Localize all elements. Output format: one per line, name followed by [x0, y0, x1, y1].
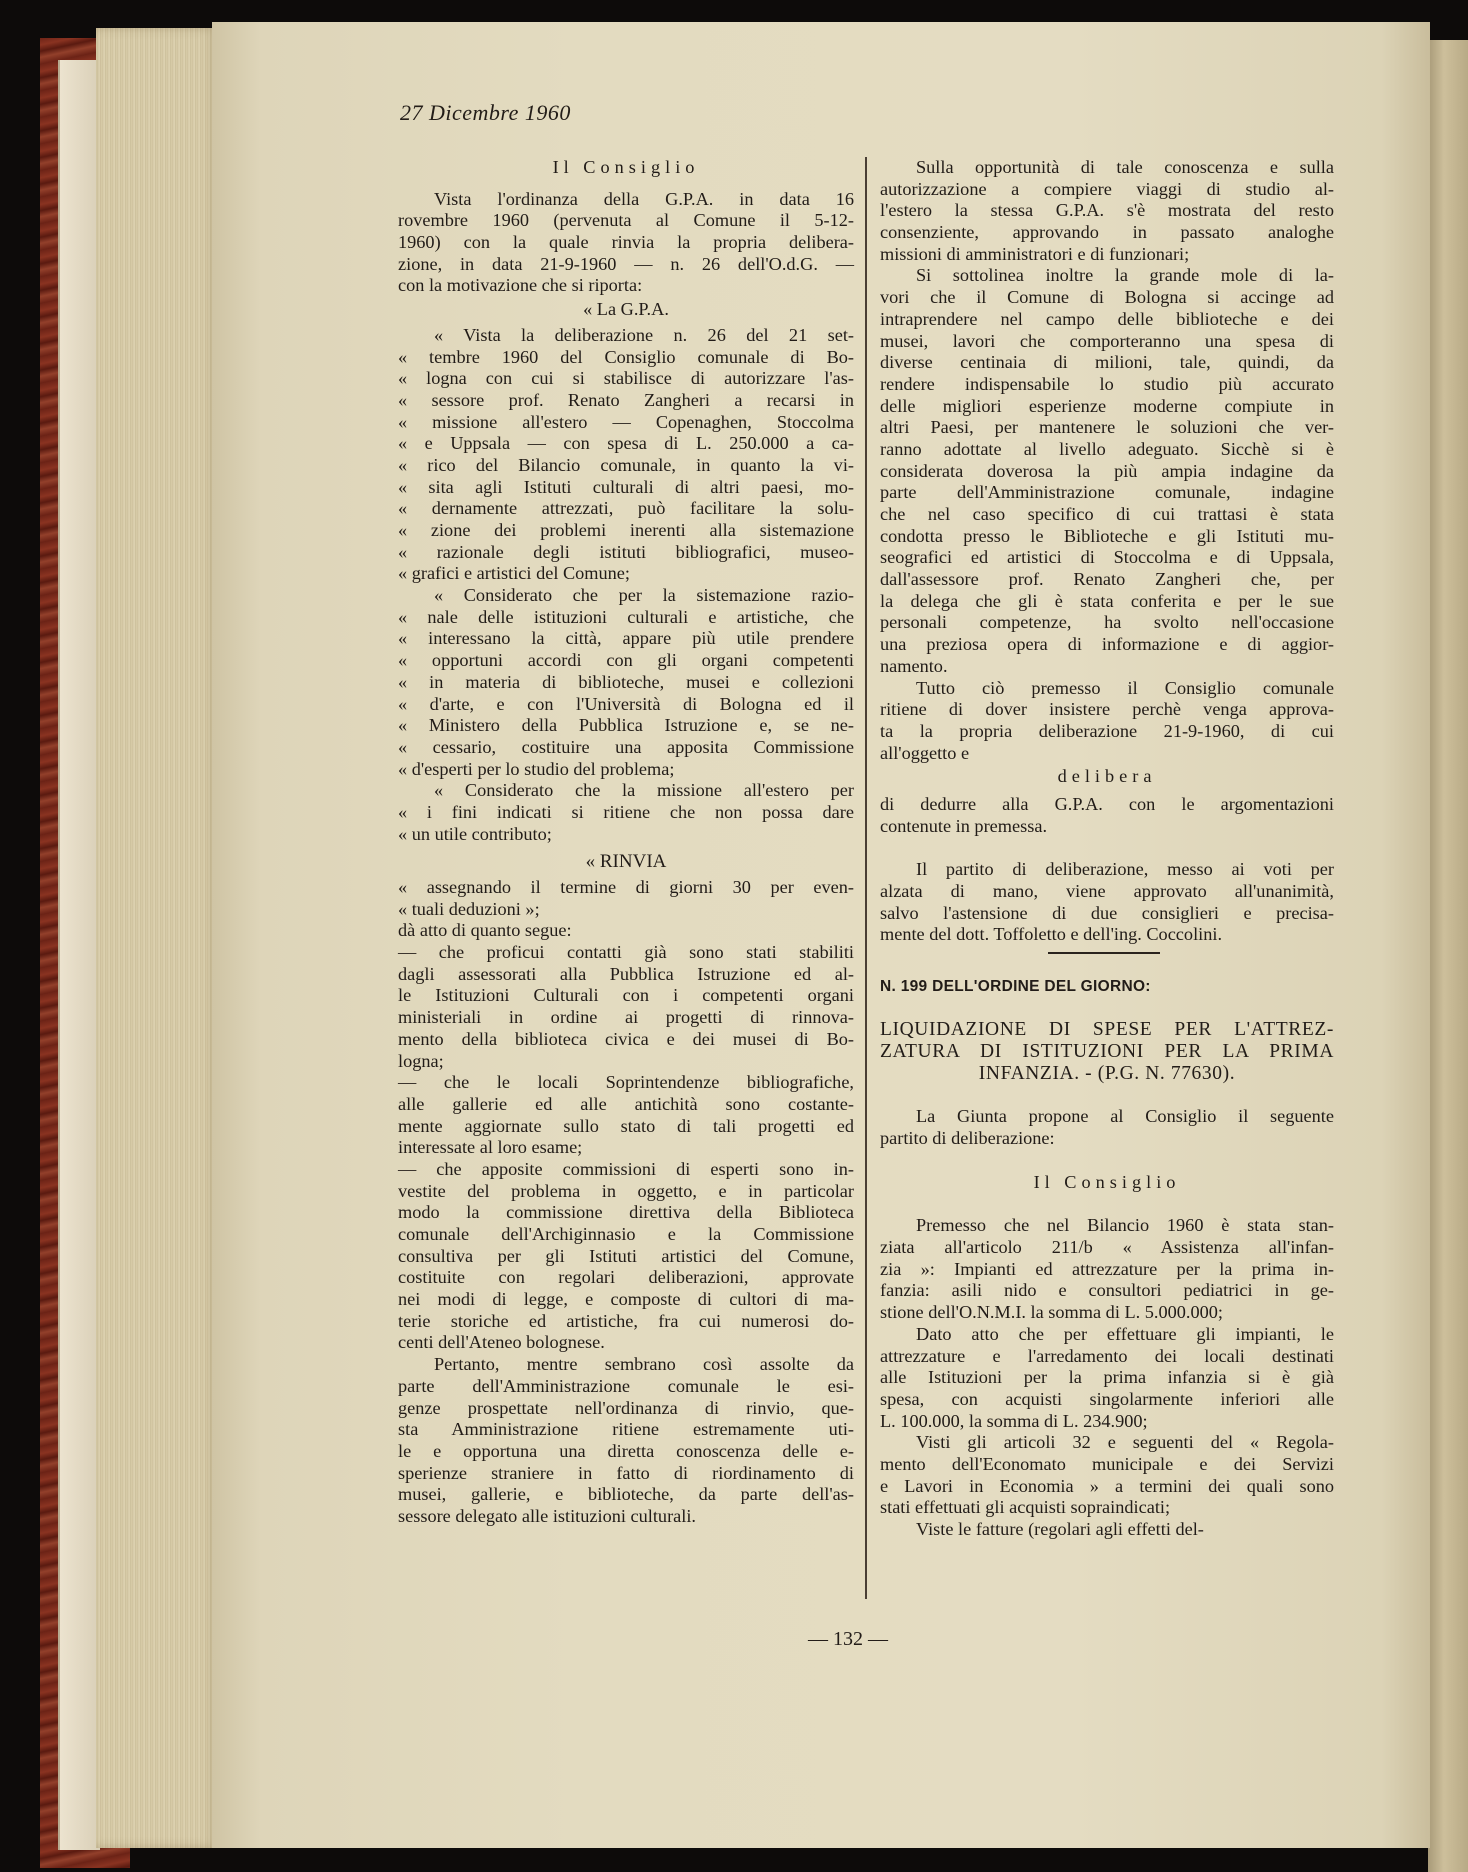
item-commissioni: [398, 1159, 854, 1354]
text-line: Tutto ciò premesso il Consiglio comunale: [916, 677, 1334, 698]
text-line: centi dell'Ateneo bolognese.: [398, 1332, 605, 1353]
text-line: terie storiche ed artistiche, fra cui numerosi do-: [398, 1310, 854, 1331]
text-line: contenute in premessa.: [880, 815, 1048, 836]
text-line: 1960) con la quale rinvia la propria delibera-: [398, 232, 854, 253]
paragraph-dato-atto: [880, 1324, 1334, 1432]
text-line: « in materia di biblioteche, musei e collezioni: [398, 671, 854, 692]
section-title: [880, 1019, 1334, 1084]
left-column: [398, 157, 854, 1528]
text-line: « tembre 1960 del Consiglio comunale di Bo-: [398, 346, 854, 367]
paragraph-tutto-cio: [880, 678, 1334, 765]
text-line: seografici ed artistici di Stoccolma e di Uppsala,: [880, 547, 1334, 568]
right-column: [880, 157, 1334, 1541]
text-line: interessate al loro esame;: [398, 1137, 583, 1158]
text-line: « opportuni accordi con gli organi competenti: [398, 650, 854, 671]
text-line: L. 100.000, la somma di L. 234.900;: [880, 1410, 1148, 1431]
text-line: parte dell'Amministrazione comunale le esi-: [398, 1375, 854, 1396]
text-line: ZATURA DI ISTITUZIONI PER LA PRIMA: [880, 1040, 1334, 1062]
text-line: parte dell'Amministrazione comunale, indagine: [880, 482, 1334, 503]
text-line: mento dell'Economato municipale e dei Servizi: [880, 1453, 1334, 1474]
text-line: Dato atto che per effettuare gli impianti, le: [916, 1323, 1334, 1344]
text-line: e Lavori in Economia » a termini dei quali sono: [880, 1475, 1334, 1496]
text-line: « rico del Bilancio comunale, in quanto la vi-: [398, 454, 854, 475]
text-line: condotta presso le Biblioteche e gli Istituti mu-: [880, 525, 1334, 546]
text-line: « Considerato che per la sistemazione razio-: [434, 585, 854, 606]
text-line: genze prospettate nell'ordinanza di rinvio, que-: [398, 1397, 854, 1418]
rinvia-heading: « RINVIA: [585, 851, 667, 873]
intro-paragraph: [398, 189, 854, 297]
text-line: missioni di amministratori e di funzionari;: [880, 243, 1190, 264]
text-line: Pertanto, mentre sembrano così assolte da: [434, 1354, 854, 1375]
text-line: dagli assessorati alla Pubblica Istruzione ed al-: [398, 963, 854, 984]
quote-considerato-2: [398, 780, 854, 845]
text-line: costituite con regolari deliberazioni, approvate: [398, 1267, 854, 1288]
rinvia-body: [398, 877, 854, 920]
text-line: INFANZIA. - (P.G. N. 77630).: [978, 1062, 1236, 1084]
text-line: mente del dott. Toffoletto e dell'ing. Coccolini.: [880, 924, 1223, 945]
text-line: La Giunta propone al Consiglio il seguente: [916, 1106, 1334, 1127]
text-line: salvo l'astensione di due consiglieri e precisa-: [880, 902, 1334, 923]
text-line: musei, gallerie, e biblioteche, da parte dell'as-: [398, 1484, 854, 1505]
text-line: zia »: Impianti ed attrezzature per la prima in-: [880, 1258, 1334, 1279]
section-number: N. 199 DELL'ORDINE DEL GIORNO:: [880, 977, 1151, 995]
paragraph-visti: [880, 1432, 1334, 1519]
paragraph-opportunita: [880, 157, 1334, 265]
text-line: « nale delle istituzioni culturali e artistiche, che: [398, 606, 854, 627]
paragraph-pertanto: [398, 1354, 854, 1528]
paragraph-sottolinea: [880, 265, 1334, 677]
text-line: stati effettuati gli acquisti sopraindicati;: [880, 1497, 1171, 1518]
text-line: « sita agli Istituti culturali di altri paesi, mo-: [398, 476, 854, 497]
text-line: le e opportuna una diretta conoscenza delle e-: [398, 1440, 854, 1461]
text-line: « cessario, costituire una apposita Commissione: [398, 736, 854, 757]
text-line: stione dell'O.N.M.I. la somma di L. 5.000.000;: [880, 1302, 1223, 1323]
text-line: ranno adottate al livello adeguato. Sicchè si è: [880, 438, 1334, 459]
text-line: mente aggiornate sullo stato di tali progetti ed: [398, 1115, 854, 1136]
text-line: musei, lavori che comporteranno una spesa di: [880, 330, 1334, 351]
text-line: « logna con cui si stabilisce di autorizzare l'as-: [398, 368, 854, 389]
paragraph-vote: [880, 859, 1334, 946]
text-line: le Istituzioni Culturali con i competenti organi: [398, 985, 854, 1006]
text-line: consenziente, approvando in passato analoghe: [880, 222, 1334, 243]
text-line: all'oggetto e: [880, 742, 970, 763]
text-line: vestite del problema in oggetto, e in particolar: [398, 1180, 854, 1201]
text-line: « interessano la città, appare più utile prendere: [398, 628, 854, 649]
text-line: sessore delegato alle istituzioni culturali.: [398, 1505, 696, 1526]
gpa-heading: « La G.P.A.: [583, 299, 669, 320]
text-line: Premesso che nel Bilancio 1960 è stata stan-: [916, 1215, 1334, 1236]
text-line: ziata all'articolo 211/b « Assistenza all'infan-: [880, 1237, 1334, 1258]
text-line: « tuali deduzioni »;: [398, 898, 540, 919]
text-line: « grafici e artistici del Comune;: [398, 563, 630, 584]
text-line: « assegnando il termine di giorni 30 per even-: [398, 877, 854, 897]
text-line: personali competenze, ha svolto nell'occasione: [880, 612, 1334, 633]
paragraph-giunta: [880, 1106, 1334, 1149]
text-line: mento della biblioteca civica e dei musei di Bo-: [398, 1028, 854, 1049]
item-soprintendenze: [398, 1072, 854, 1159]
text-line: comunale dell'Archiginnasio e la Commissione: [398, 1224, 854, 1244]
quote-considerato-1: [398, 585, 854, 780]
text-line: una preziosa opera di informazione e di aggior-: [880, 634, 1334, 655]
text-line: LIQUIDAZIONE DI SPESE PER L'ATTREZ-: [880, 1019, 1334, 1041]
text-line: Viste le fatture (regolari agli effetti del-: [916, 1519, 1204, 1539]
text-line: « e Uppsala — con spesa di L. 250.000 a ca-: [398, 433, 854, 454]
text-line: alle gallerie ed alle antichità sono costante-: [398, 1093, 854, 1114]
text-line: Il partito di deliberazione, messo ai voti per: [916, 859, 1334, 880]
text-line: Visti gli articoli 32 e seguenti del « Regola-: [916, 1432, 1334, 1453]
da-atto: dà atto di quanto segue:: [398, 920, 572, 941]
text-line: delle migliori esperienze moderne compiute in: [880, 395, 1334, 416]
text-line: « zione dei problemi inerenti alla sistemazione: [398, 520, 854, 540]
text-line: che nel caso specifico di cui trattasi è stata: [880, 504, 1334, 524]
text-line: spesa, con acquisti singolarmente inferiori alle: [880, 1388, 1334, 1409]
text-line: « missione all'estero — Copenaghen, Stoccolma: [398, 411, 854, 432]
text-line: con la motivazione che si riporta:: [398, 275, 643, 296]
page-stack-edges: [96, 28, 218, 1848]
item-contatti: [398, 942, 854, 1072]
text-line: sperienze straniere in fatto di riordinamento di: [398, 1462, 854, 1483]
text-line: — che apposite commissioni di esperti sono in-: [398, 1158, 854, 1179]
text-line: sta Amministrazione ritiene estremamente uti-: [398, 1419, 854, 1440]
delibera-heading: delibera: [1057, 766, 1157, 787]
heading-consiglio: Il Consiglio: [552, 157, 700, 177]
text-line: ritiene di dover insistere perchè venga approva-: [880, 699, 1334, 720]
text-line: « i fini indicati si ritiene che non possa dare: [398, 801, 854, 822]
delibera-body: [880, 794, 1334, 837]
text-line: alzata di mano, viene approvato all'unanimità,: [880, 881, 1334, 901]
text-line: zione, in data 21-9-1960 — n. 26 dell'O.d.G. —: [398, 253, 854, 274]
text-line: partito di deliberazione:: [880, 1128, 1055, 1148]
text-line: nei modi di legge, e composte di cultori di ma-: [398, 1289, 854, 1310]
text-line: vori che il Comune di Bologna si accinge ad: [880, 287, 1334, 308]
text-line: — che le locali Soprintendenze bibliografiche,: [398, 1072, 854, 1093]
text-line: diverse centinaia di milioni, tale, quindi, da: [880, 352, 1334, 373]
text-line: modo la commissione direttiva della Biblioteca: [398, 1202, 854, 1223]
text-line: l'estero la stessa G.P.A. s'è mostrata del resto: [880, 200, 1334, 221]
text-line: ministeriali in ordine ai progetti di rinnova-: [398, 1007, 854, 1028]
text-line: Si sottolinea inoltre la grande mole di la-: [916, 265, 1334, 286]
text-line: « Ministero della Pubblica Istruzione e, se ne-: [398, 715, 854, 736]
text-line: « dernamente attrezzati, può facilitare la solu-: [398, 498, 854, 519]
page-number: — 132 —: [808, 1628, 888, 1650]
text-line: « sessore prof. Renato Zangheri a recarsi in: [398, 389, 854, 410]
text-line: alle Istituzioni per la prima infanzia si è già: [880, 1367, 1334, 1388]
text-line: « Vista la deliberazione n. 26 del 21 set-: [434, 324, 854, 345]
text-line: dall'assessore prof. Renato Zangheri che, per: [880, 569, 1334, 590]
text-line: Sulla opportunità di tale conoscenza e sulla: [916, 157, 1334, 177]
text-line: fanzia: asili nido e consultori pediatrici in ge-: [880, 1280, 1334, 1301]
text-line: namento.: [880, 655, 948, 676]
text-line: logna;: [398, 1050, 444, 1071]
text-line: « d'arte, e con l'Università di Bologna ed il: [398, 693, 854, 714]
text-line: autorizzazione a compiere viaggi di studio al-: [880, 178, 1334, 199]
next-page-edge: [1428, 40, 1468, 1872]
text-line: intraprendere nel campo delle biblioteche e dei: [880, 308, 1334, 329]
text-line: « d'esperti per lo studio del problema;: [398, 758, 675, 779]
endpaper-edge: [58, 60, 100, 1850]
text-line: ta la propria deliberazione 21-9-1960, di cui: [880, 720, 1334, 741]
running-header-date: 27 Dicembre 1960: [400, 100, 571, 125]
text-line: di dedurre alla G.P.A. con le argomentazioni: [880, 793, 1334, 814]
text-line: rovembre 1960 (pervenuta al Comune il 5-12-: [398, 210, 854, 231]
text-line: « un utile contributo;: [398, 823, 552, 844]
paragraph-premesso: [880, 1215, 1334, 1323]
column-divider: [865, 157, 867, 1599]
text-line: attrezzature e l'arredamento dei locali destinati: [880, 1345, 1334, 1366]
text-line: la delega che gli è stata conferita e per le sue: [880, 590, 1334, 611]
paragraph-viste: [880, 1519, 1334, 1541]
text-line: rendere indispensabile lo studio più accurato: [880, 373, 1334, 394]
text-line: Vista l'ordinanza della G.P.A. in data 16: [434, 188, 854, 209]
text-line: « Considerato che la missione all'estero per: [434, 780, 854, 801]
text-line: consultiva per gli Istituti artistici del Comune,: [398, 1245, 854, 1266]
text-line: « razionale degli istituti bibliografici, museo-: [398, 541, 854, 562]
text-line: considerata doverosa la più ampia indagine da: [880, 460, 1334, 481]
quote-vista: [398, 325, 854, 585]
heading-consiglio-2: Il Consiglio: [1033, 1171, 1181, 1192]
text-line: — che proficui contatti già sono stati stabiliti: [398, 942, 854, 963]
text-line: altri Paesi, per mantenere le soluzioni che ver-: [880, 417, 1334, 438]
